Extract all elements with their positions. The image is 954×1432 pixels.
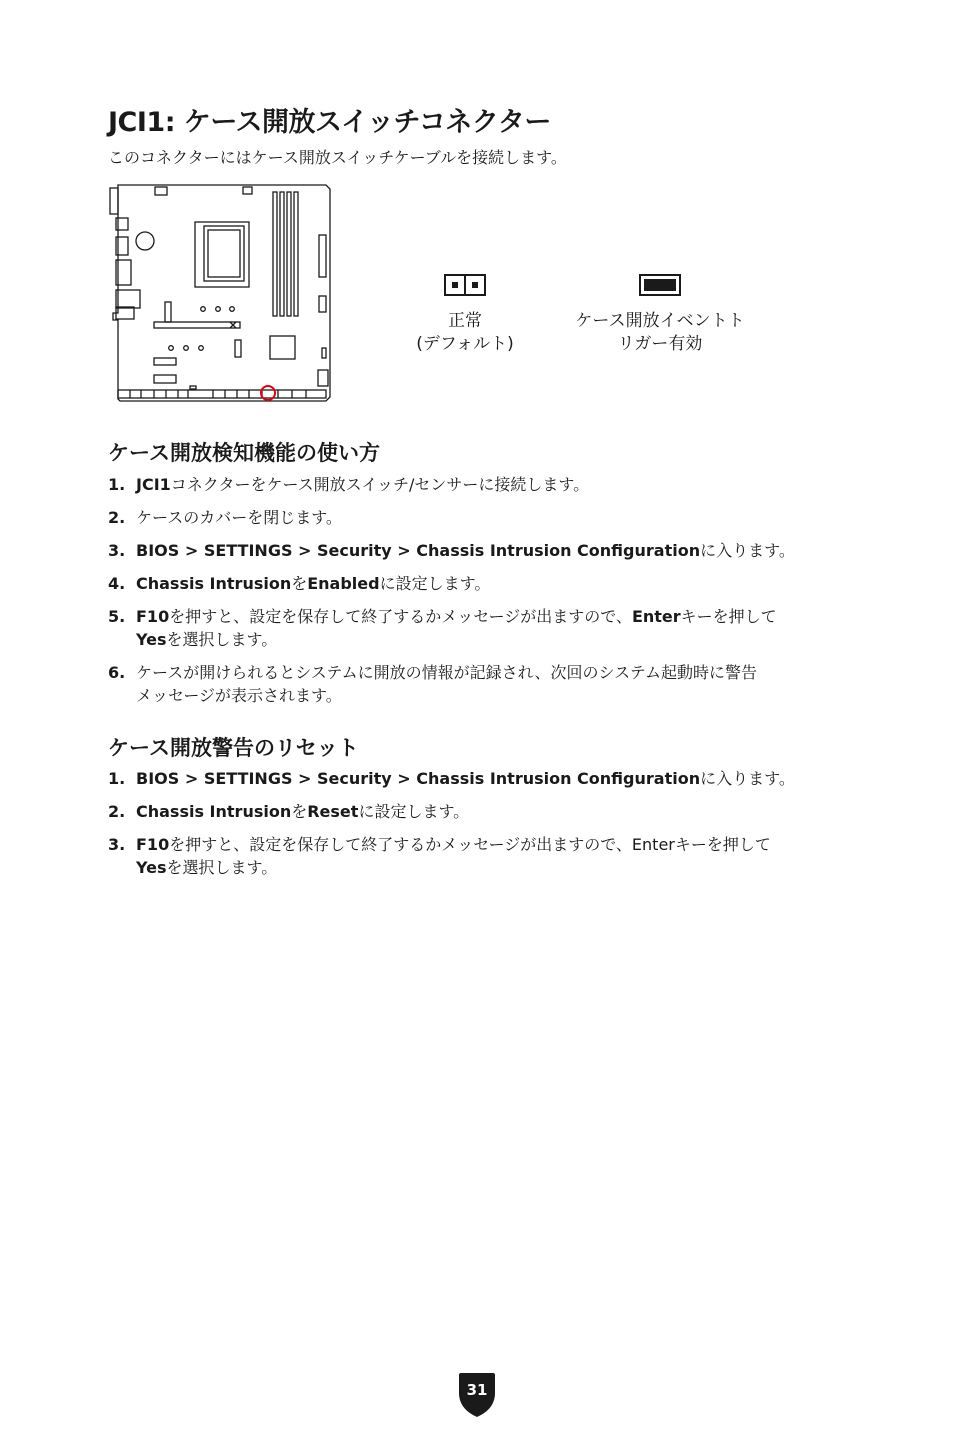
step-item [108, 539, 858, 562]
motherboard-diagram [108, 180, 336, 406]
step-text: を押すと、設定を保存して終了するかメッセージが出ますので、Enterキーを押して [169, 835, 771, 854]
step-text: を選択します。 [166, 858, 278, 877]
step-text: に入ります。 [700, 541, 795, 560]
step-text: コネクターをケース開放スイッチ/センサーに接続します。 [170, 475, 590, 494]
closed-jumper-icon [639, 274, 681, 296]
reset-steps-list [108, 767, 858, 889]
legend-triggered-line1: ケース開放イベントト [575, 311, 745, 331]
step-text: ケースが開けられるとシステムに開放の情報が記録され、次回のシステム起動時に警告 [136, 663, 757, 682]
step-text: を [291, 802, 308, 821]
step-text: を [291, 574, 308, 593]
step-emphasis: JCI1 [136, 475, 171, 494]
step-number: 4. [108, 574, 126, 593]
step-emphasis: Yes [136, 630, 167, 649]
step-number: 3. [108, 835, 126, 854]
step-text: に入ります。 [700, 769, 795, 788]
step-emphasis: Chassis Intrusion [136, 574, 292, 593]
step-text: に設定します。 [379, 574, 491, 593]
legend-triggered [560, 274, 760, 356]
step-emphasis: Enabled [307, 574, 380, 593]
step-item [108, 506, 858, 529]
step-text: キーを押して [680, 607, 777, 626]
step-number: 1. [108, 475, 126, 494]
step-number: 6. [108, 663, 126, 682]
step-emphasis: BIOS > SETTINGS > Security > Chassis Intrusion Configuration [136, 769, 701, 788]
step-emphasis: Reset [307, 802, 359, 821]
step-item [108, 833, 858, 879]
step-number: 2. [108, 802, 126, 821]
step-item [108, 605, 858, 651]
legend-triggered-line2: リガー有効 [617, 334, 703, 354]
step-number: 1. [108, 769, 126, 788]
step-emphasis: Chassis Intrusion [136, 802, 292, 821]
usage-steps-list [108, 473, 858, 717]
step-text: を選択します。 [166, 630, 278, 649]
step-emphasis: F10 [136, 835, 170, 854]
intro-text: このコネクターにはケース開放スイッチケーブルを接続します。 [108, 148, 567, 167]
step-emphasis: Enter [631, 607, 681, 626]
step-emphasis: BIOS > SETTINGS > Security > Chassis Intrusion Configuration [136, 541, 701, 560]
step-number: 5. [108, 607, 126, 626]
step-text: に設定します。 [358, 802, 470, 821]
legend-normal-line2: (デフォルト) [416, 334, 514, 354]
page-title: JCI1: ケース開放スイッチコネクター [108, 107, 551, 138]
step-text: メッセージが表示されます。 [136, 686, 342, 705]
step-text: ケースのカバーを閉じます。 [136, 508, 342, 527]
step-item [108, 661, 858, 707]
legend-normal-line1: 正常 [448, 311, 482, 331]
legend-normal [405, 274, 525, 356]
page-number: 31 [466, 1381, 488, 1399]
step-emphasis: Yes [136, 858, 167, 877]
step-item [108, 473, 858, 496]
step-number: 2. [108, 508, 126, 527]
step-number: 3. [108, 541, 126, 560]
open-jumper-icon [444, 274, 486, 296]
step-item [108, 767, 858, 790]
section-heading-reset: ケース開放警告のリセット [108, 736, 359, 760]
step-item [108, 800, 858, 823]
step-text: を押すと、設定を保存して終了するかメッセージが出ますので、 [169, 607, 632, 626]
step-emphasis: F10 [136, 607, 170, 626]
step-item [108, 572, 858, 595]
section-heading-usage: ケース開放検知機能の使い方 [108, 441, 380, 465]
